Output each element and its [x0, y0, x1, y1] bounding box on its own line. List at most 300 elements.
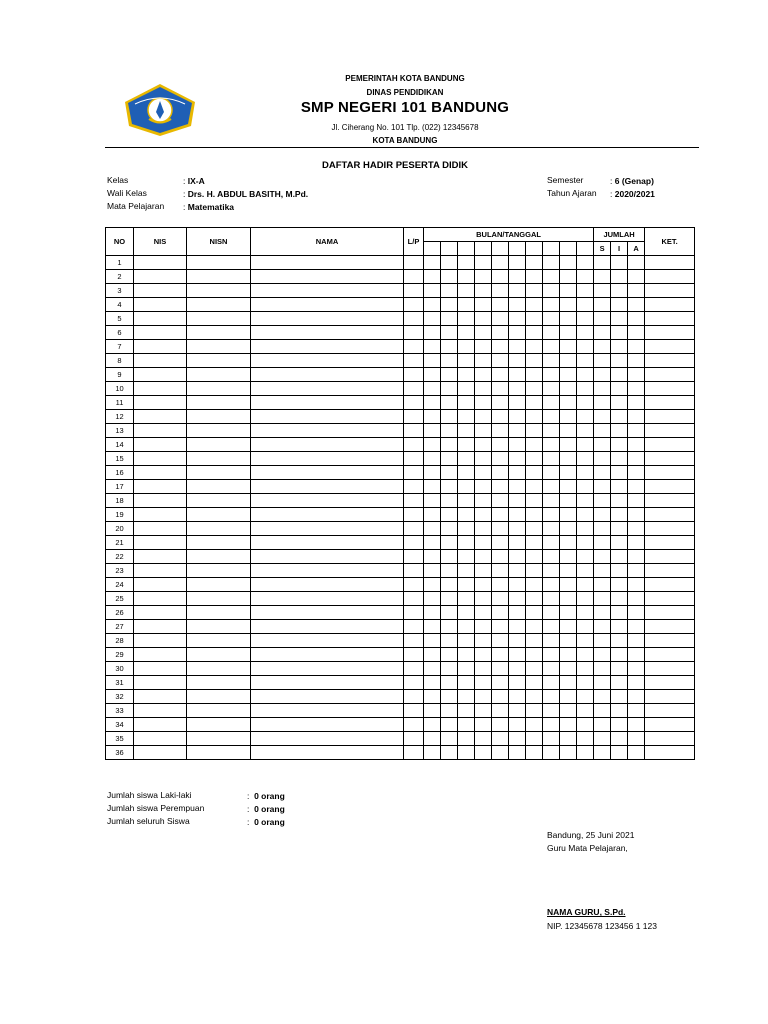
table-cell: [628, 522, 645, 536]
table-cell: [594, 298, 611, 312]
table-row: [106, 424, 695, 438]
table-cell: [611, 648, 628, 662]
table-cell: [577, 592, 594, 606]
table-cell: [577, 550, 594, 564]
row-number: 2: [106, 270, 134, 284]
table-cell: [560, 354, 577, 368]
table-cell: [509, 340, 526, 354]
table-cell: [475, 424, 492, 438]
table-cell: [594, 676, 611, 690]
table-cell: [475, 550, 492, 564]
table-cell: [645, 676, 695, 690]
table-cell: [404, 270, 424, 284]
table-cell: [628, 620, 645, 634]
table-cell: [645, 606, 695, 620]
table-cell: [251, 284, 404, 298]
table-row: [106, 592, 695, 606]
table-cell: [560, 746, 577, 760]
table-cell: [134, 424, 187, 438]
table-cell: [404, 424, 424, 438]
table-cell: [509, 480, 526, 494]
table-cell: [628, 690, 645, 704]
table-cell: [645, 690, 695, 704]
table-cell: [526, 508, 543, 522]
table-cell: [458, 704, 475, 718]
table-cell: [560, 648, 577, 662]
table-row: [106, 522, 695, 536]
table-cell: [404, 718, 424, 732]
row-number: 3: [106, 284, 134, 298]
table-cell: [134, 368, 187, 382]
table-cell: [404, 704, 424, 718]
table-cell: [458, 606, 475, 620]
table-cell: [475, 522, 492, 536]
table-row: [106, 606, 695, 620]
table-cell: [475, 368, 492, 382]
row-number: 18: [106, 494, 134, 508]
table-row: [106, 676, 695, 690]
table-cell: [251, 410, 404, 424]
table-cell: [526, 368, 543, 382]
table-cell: [441, 550, 458, 564]
table-cell: [458, 368, 475, 382]
table-cell: [187, 382, 251, 396]
table-cell: [594, 340, 611, 354]
table-cell: [577, 620, 594, 634]
row-number: 20: [106, 522, 134, 536]
table-cell: [492, 648, 509, 662]
table-cell: [594, 382, 611, 396]
table-cell: [543, 508, 560, 522]
table-cell: [526, 396, 543, 410]
table-cell: [509, 424, 526, 438]
table-cell: [134, 592, 187, 606]
table-row: [106, 662, 695, 676]
table-cell: [526, 410, 543, 424]
table-cell: [492, 746, 509, 760]
table-cell: [645, 508, 695, 522]
table-row: [106, 382, 695, 396]
table-cell: [458, 396, 475, 410]
table-cell: [509, 396, 526, 410]
table-cell: [594, 494, 611, 508]
table-cell: [492, 410, 509, 424]
col-header-ket: KET.: [645, 228, 695, 256]
signature-place-date: Bandung, 25 Juni 2021: [547, 830, 635, 840]
table-cell: [492, 718, 509, 732]
table-cell: [492, 382, 509, 396]
table-cell: [560, 256, 577, 270]
table-cell: [509, 522, 526, 536]
table-cell: [187, 424, 251, 438]
table-cell: [543, 256, 560, 270]
col-header-i: I: [611, 242, 628, 256]
row-number: 11: [106, 396, 134, 410]
table-cell: [134, 690, 187, 704]
table-cell: [251, 382, 404, 396]
table-cell: [543, 704, 560, 718]
table-cell: [251, 620, 404, 634]
table-cell: [526, 438, 543, 452]
table-cell: [594, 354, 611, 368]
table-cell: [187, 662, 251, 676]
table-cell: [251, 326, 404, 340]
table-cell: [645, 536, 695, 550]
table-cell: [611, 354, 628, 368]
table-cell: [594, 438, 611, 452]
table-cell: [526, 270, 543, 284]
table-cell: [404, 284, 424, 298]
document-title: DAFTAR HADIR PESERTA DIDIK: [321, 160, 469, 171]
table-row: [106, 284, 695, 298]
table-cell: [577, 662, 594, 676]
row-number: 28: [106, 634, 134, 648]
table-cell: [424, 732, 441, 746]
table-cell: [543, 438, 560, 452]
table-cell: [251, 270, 404, 284]
table-cell: [628, 326, 645, 340]
table-cell: [509, 270, 526, 284]
table-cell: [424, 312, 441, 326]
table-cell: [628, 466, 645, 480]
table-cell: [492, 508, 509, 522]
table-cell: [441, 270, 458, 284]
table-cell: [611, 536, 628, 550]
table-cell: [594, 704, 611, 718]
table-cell: [611, 690, 628, 704]
table-cell: [251, 466, 404, 480]
table-cell: [441, 438, 458, 452]
table-cell: [475, 298, 492, 312]
table-cell: [526, 256, 543, 270]
table-cell: [611, 522, 628, 536]
table-cell: [577, 690, 594, 704]
table-cell: [404, 634, 424, 648]
table-cell: [611, 396, 628, 410]
table-cell: [628, 662, 645, 676]
table-cell: [543, 480, 560, 494]
table-cell: [594, 732, 611, 746]
table-cell: [509, 494, 526, 508]
row-number: 30: [106, 662, 134, 676]
table-cell: [543, 718, 560, 732]
table-cell: [560, 326, 577, 340]
table-cell: [251, 424, 404, 438]
table-cell: [645, 452, 695, 466]
table-cell: [134, 746, 187, 760]
table-cell: [645, 718, 695, 732]
table-cell: [628, 368, 645, 382]
table-cell: [628, 354, 645, 368]
table-row: [106, 340, 695, 354]
table-cell: [645, 354, 695, 368]
school-name: SMP NEGERI 101 BANDUNG: [300, 99, 510, 116]
table-cell: [628, 298, 645, 312]
table-cell: [424, 522, 441, 536]
table-cell: [475, 508, 492, 522]
table-cell: [458, 648, 475, 662]
table-cell: [594, 256, 611, 270]
table-cell: [424, 298, 441, 312]
table-cell: [404, 732, 424, 746]
table-cell: [404, 606, 424, 620]
table-cell: [475, 466, 492, 480]
table-cell: [560, 606, 577, 620]
table-cell: [594, 368, 611, 382]
row-number: 33: [106, 704, 134, 718]
table-cell: [441, 704, 458, 718]
table-cell: [424, 662, 441, 676]
table-cell: [577, 578, 594, 592]
row-number: 13: [106, 424, 134, 438]
date-subheader-cell: [509, 242, 526, 256]
table-cell: [594, 620, 611, 634]
table-cell: [187, 550, 251, 564]
table-cell: [611, 424, 628, 438]
table-cell: [594, 480, 611, 494]
summary-value-male: : 0 orang: [247, 791, 285, 801]
table-cell: [424, 634, 441, 648]
table-cell: [251, 718, 404, 732]
table-cell: [526, 620, 543, 634]
table-cell: [526, 578, 543, 592]
table-cell: [492, 298, 509, 312]
table-cell: [441, 326, 458, 340]
table-cell: [492, 340, 509, 354]
table-cell: [475, 704, 492, 718]
table-cell: [134, 284, 187, 298]
table-cell: [577, 270, 594, 284]
table-cell: [628, 382, 645, 396]
table-cell: [492, 704, 509, 718]
row-number: 35: [106, 732, 134, 746]
table-cell: [628, 424, 645, 438]
table-cell: [424, 536, 441, 550]
table-cell: [560, 494, 577, 508]
table-cell: [404, 410, 424, 424]
table-cell: [560, 368, 577, 382]
table-cell: [492, 438, 509, 452]
table-cell: [458, 466, 475, 480]
table-cell: [560, 508, 577, 522]
col-header-nama: NAMA: [251, 228, 404, 256]
table-cell: [543, 340, 560, 354]
row-number: 29: [106, 648, 134, 662]
date-subheader-cell: [458, 242, 475, 256]
table-cell: [526, 340, 543, 354]
table-row: [106, 256, 695, 270]
table-cell: [577, 606, 594, 620]
table-cell: [560, 634, 577, 648]
table-cell: [134, 410, 187, 424]
table-cell: [424, 676, 441, 690]
table-cell: [594, 508, 611, 522]
table-cell: [509, 382, 526, 396]
table-cell: [251, 606, 404, 620]
table-cell: [577, 536, 594, 550]
col-header-nis: NIS: [134, 228, 187, 256]
table-cell: [645, 312, 695, 326]
table-cell: [475, 270, 492, 284]
table-cell: [134, 452, 187, 466]
table-cell: [187, 438, 251, 452]
table-cell: [404, 396, 424, 410]
table-cell: [251, 732, 404, 746]
table-cell: [526, 424, 543, 438]
table-row: [106, 410, 695, 424]
table-cell: [424, 480, 441, 494]
table-cell: [645, 494, 695, 508]
table-cell: [441, 606, 458, 620]
table-cell: [424, 550, 441, 564]
table-cell: [509, 578, 526, 592]
table-cell: [134, 382, 187, 396]
date-subheader-cell: [441, 242, 458, 256]
table-cell: [475, 256, 492, 270]
table-cell: [594, 522, 611, 536]
tut-wuri-handayani-emblem-icon: [121, 82, 199, 138]
table-cell: [577, 732, 594, 746]
table-cell: [424, 648, 441, 662]
col-header-lp: L/P: [404, 228, 424, 256]
table-cell: [475, 578, 492, 592]
table-cell: [134, 662, 187, 676]
table-cell: [560, 578, 577, 592]
info-label-semester: Semester: [547, 175, 584, 185]
table-cell: [560, 298, 577, 312]
table-row: [106, 634, 695, 648]
table-cell: [404, 452, 424, 466]
table-cell: [645, 382, 695, 396]
table-cell: [543, 620, 560, 634]
table-cell: [543, 592, 560, 606]
table-cell: [509, 592, 526, 606]
table-cell: [134, 536, 187, 550]
col-header-s: S: [594, 242, 611, 256]
col-header-jumlah: JUMLAH: [594, 228, 645, 242]
table-cell: [543, 732, 560, 746]
table-cell: [577, 340, 594, 354]
table-cell: [404, 368, 424, 382]
table-cell: [577, 494, 594, 508]
table-cell: [251, 648, 404, 662]
table-cell: [560, 396, 577, 410]
table-cell: [492, 284, 509, 298]
table-cell: [134, 256, 187, 270]
table-cell: [134, 634, 187, 648]
table-cell: [560, 732, 577, 746]
table-cell: [251, 298, 404, 312]
table-cell: [645, 298, 695, 312]
table-cell: [187, 312, 251, 326]
table-cell: [458, 354, 475, 368]
table-cell: [509, 732, 526, 746]
table-cell: [492, 466, 509, 480]
table-cell: [645, 410, 695, 424]
table-cell: [441, 354, 458, 368]
summary-value-total: : 0 orang: [247, 817, 285, 827]
table-cell: [628, 438, 645, 452]
table-cell: [251, 312, 404, 326]
table-cell: [458, 438, 475, 452]
table-cell: [628, 606, 645, 620]
table-cell: [251, 564, 404, 578]
table-cell: [475, 410, 492, 424]
table-cell: [509, 606, 526, 620]
school-address: Jl. Ciherang No. 101 Tlp. (022) 12345678: [331, 123, 479, 132]
row-number: 1: [106, 256, 134, 270]
table-cell: [424, 452, 441, 466]
table-cell: [475, 396, 492, 410]
row-number: 34: [106, 718, 134, 732]
table-cell: [458, 480, 475, 494]
table-cell: [611, 662, 628, 676]
table-cell: [543, 298, 560, 312]
table-cell: [543, 746, 560, 760]
table-cell: [492, 256, 509, 270]
table-cell: [187, 634, 251, 648]
table-cell: [187, 480, 251, 494]
table-row: [106, 480, 695, 494]
table-cell: [577, 396, 594, 410]
table-cell: [475, 284, 492, 298]
table-cell: [134, 578, 187, 592]
table-cell: [594, 592, 611, 606]
table-cell: [187, 536, 251, 550]
table-row: [106, 438, 695, 452]
table-cell: [543, 522, 560, 536]
table-cell: [441, 536, 458, 550]
table-cell: [645, 284, 695, 298]
table-cell: [424, 704, 441, 718]
table-cell: [458, 312, 475, 326]
table-cell: [526, 746, 543, 760]
table-cell: [594, 746, 611, 760]
table-cell: [577, 312, 594, 326]
table-cell: [187, 410, 251, 424]
table-cell: [611, 312, 628, 326]
table-cell: [441, 690, 458, 704]
table-cell: [492, 690, 509, 704]
table-cell: [458, 620, 475, 634]
table-cell: [404, 522, 424, 536]
table-cell: [187, 620, 251, 634]
table-cell: [134, 466, 187, 480]
table-cell: [577, 424, 594, 438]
table-cell: [492, 354, 509, 368]
table-cell: [458, 340, 475, 354]
table-cell: [560, 718, 577, 732]
table-cell: [628, 746, 645, 760]
table-cell: [134, 396, 187, 410]
table-cell: [560, 676, 577, 690]
table-cell: [441, 634, 458, 648]
table-cell: [543, 648, 560, 662]
table-cell: [628, 578, 645, 592]
table-cell: [492, 578, 509, 592]
table-cell: [424, 410, 441, 424]
table-cell: [543, 270, 560, 284]
table-cell: [458, 718, 475, 732]
table-cell: [458, 508, 475, 522]
table-cell: [628, 592, 645, 606]
table-cell: [441, 298, 458, 312]
table-cell: [577, 256, 594, 270]
table-cell: [187, 340, 251, 354]
table-cell: [134, 564, 187, 578]
table-cell: [458, 326, 475, 340]
row-number: 16: [106, 466, 134, 480]
